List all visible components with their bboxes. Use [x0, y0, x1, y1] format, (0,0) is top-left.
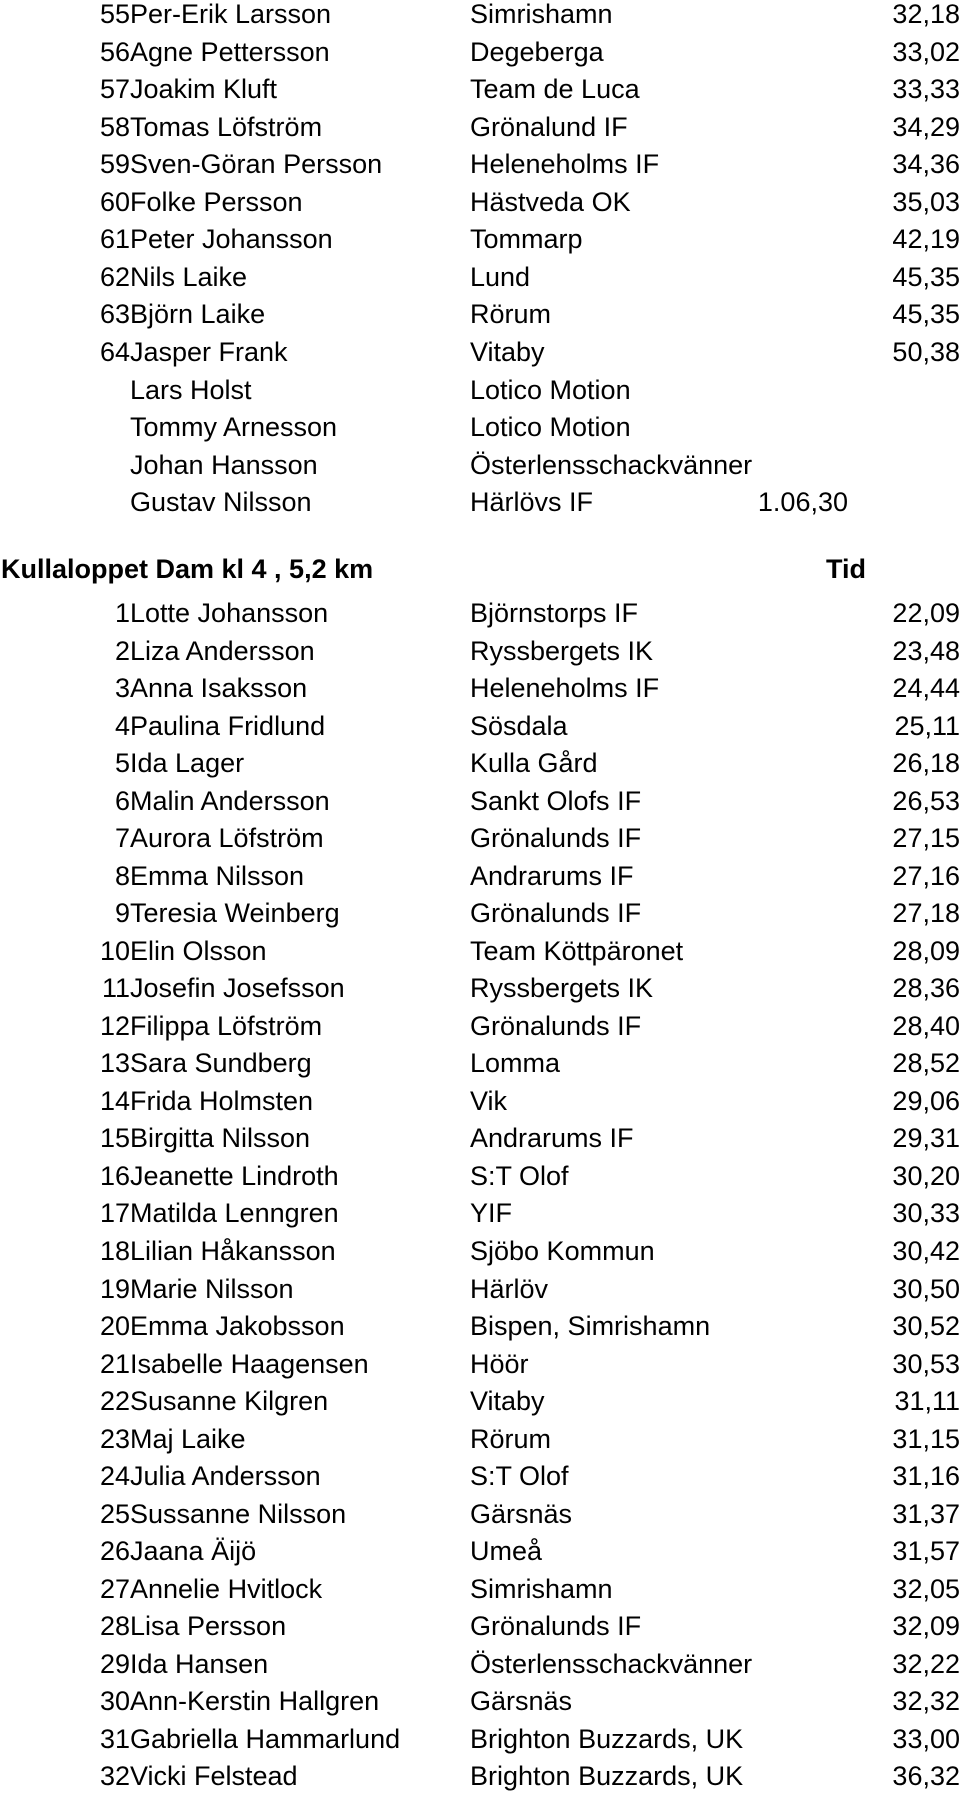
placement-number: 10: [99, 935, 130, 966]
participant-club: Sösdala: [470, 710, 568, 741]
finish-time: 33,00: [892, 1723, 960, 1754]
result-row: [0, 1646, 960, 1684]
finish-time: 32,32: [892, 1686, 960, 1717]
participant-club: Österlensschackvänner: [470, 1648, 753, 1679]
finish-time: 1.06,30: [757, 487, 848, 518]
finish-time: 33,02: [892, 36, 960, 67]
participant-club: Grönalunds IF: [470, 1611, 642, 1642]
participant-club: Grönalunds IF: [470, 823, 642, 854]
placement-number: 18: [99, 1236, 130, 1266]
result-row: [0, 895, 960, 933]
result-row: [0, 595, 960, 633]
result-row: [0, 221, 960, 259]
result-row: [0, 1758, 960, 1796]
finish-time: 26,18: [892, 748, 960, 779]
placement-number: 27: [99, 1573, 130, 1604]
placement-number: 6: [114, 785, 130, 816]
placement-number: 62: [99, 261, 130, 292]
finish-time: 29,31: [892, 1123, 960, 1154]
placement-number: 7: [114, 823, 130, 854]
result-row: [0, 447, 960, 485]
finish-time: 32,09: [892, 1611, 960, 1642]
placement-number: 57: [99, 74, 130, 105]
participant-club: Ryssbergets IK: [470, 635, 654, 666]
participant-name: Malin Andersson: [130, 785, 330, 816]
finish-time: 45,35: [892, 261, 960, 292]
participant-club: Heleneholms IF: [470, 673, 660, 704]
result-row: [0, 1308, 960, 1346]
participant-name: Jeanette Lindroth: [130, 1160, 339, 1191]
placement-number: 61: [99, 224, 130, 255]
placement-number: 25: [99, 1498, 130, 1529]
placement-number: 3: [114, 673, 130, 704]
participant-club: S:T Olof: [470, 1461, 569, 1492]
placement-number: 12: [99, 1010, 130, 1041]
participant-name: Paulina Fridlund: [130, 710, 326, 741]
finish-time: 42,19: [892, 224, 960, 255]
participant-name: Joakim Kluft: [130, 74, 278, 105]
finish-time: 32,22: [892, 1648, 960, 1679]
participant-name: Josefin Josefsson: [130, 973, 345, 1004]
result-row: [0, 858, 960, 896]
participant-name: Emma Jakobsson: [130, 1311, 345, 1342]
result-row: [0, 1083, 960, 1121]
participant-club: Gärsnäs: [470, 1498, 573, 1529]
result-row: [0, 1496, 960, 1534]
placement-number: 13: [99, 1048, 130, 1079]
participant-club: Ryssbergets IK: [470, 973, 654, 1004]
participant-name: Vicki Felstead: [130, 1761, 298, 1792]
participant-club: Vik: [470, 1085, 508, 1116]
finish-time: 31,16: [892, 1461, 960, 1492]
participant-name: Sussanne Nilsson: [130, 1498, 347, 1529]
participant-club: Brighton Buzzards, UK: [470, 1761, 744, 1792]
result-row: [0, 1608, 960, 1646]
result-row: [0, 34, 960, 72]
result-row: [0, 1458, 960, 1496]
participant-name: Filippa Löfström: [130, 1010, 323, 1041]
placement-number: 60: [99, 186, 130, 217]
participant-club: Grönalunds IF: [470, 1010, 642, 1041]
participant-name: Tommy Arnesson: [130, 412, 338, 443]
participant-name: Anna Isaksson: [130, 673, 308, 704]
placement-number: 1: [114, 598, 130, 628]
finish-time: 28,36: [892, 973, 960, 1004]
finish-time: 50,38: [892, 336, 960, 367]
placement-number: 2: [114, 635, 130, 666]
participant-name: Lotte Johansson: [130, 598, 329, 628]
result-row: [0, 1158, 960, 1196]
participant-club: Rörum: [470, 299, 552, 330]
finish-time: 31,15: [892, 1423, 960, 1454]
result-row: [0, 1233, 960, 1271]
participant-name: Emma Nilsson: [130, 860, 305, 891]
result-row: [0, 71, 960, 109]
participant-club: Vitaby: [470, 1386, 545, 1417]
placement-number: 19: [99, 1273, 130, 1304]
result-row: [0, 1195, 960, 1233]
finish-time: 35,03: [892, 186, 960, 217]
placement-number: 14: [99, 1085, 130, 1116]
finish-time: 30,50: [892, 1273, 960, 1304]
result-row: [0, 933, 960, 971]
participant-club: Bispen, Simrishamn: [470, 1311, 711, 1342]
participant-club: Grönalunds IF: [470, 898, 642, 929]
participant-club: Team de Luca: [470, 74, 640, 105]
participant-club: Sjöbo Kommun: [470, 1236, 655, 1266]
participant-name: Sara Sundberg: [130, 1048, 312, 1079]
participant-club: Team Köttpäronet: [470, 935, 684, 966]
participant-name: Björn Laike: [130, 299, 266, 330]
participant-club: Lund: [470, 261, 531, 292]
participant-name: Maj Laike: [130, 1423, 246, 1454]
result-row: [0, 334, 960, 372]
participant-club: Andrarums IF: [470, 860, 634, 891]
finish-time: 30,42: [892, 1236, 960, 1266]
participant-club: Lotico Motion: [470, 412, 631, 443]
participant-name: Jaana Äijö: [130, 1536, 257, 1567]
participant-name: Lisa Persson: [130, 1611, 287, 1642]
participant-name: Elin Olsson: [130, 935, 267, 966]
finish-time: 32,05: [892, 1573, 960, 1604]
participant-name: Marie Nilsson: [130, 1273, 294, 1304]
result-row: [0, 109, 960, 147]
result-row: [0, 146, 960, 184]
placement-number: 55: [99, 0, 130, 29]
placement-number: 8: [114, 860, 130, 891]
participant-club: Höör: [470, 1348, 529, 1379]
participant-club: Andrarums IF: [470, 1123, 634, 1154]
result-row: [0, 0, 960, 34]
participant-club: Brighton Buzzards, UK: [470, 1723, 744, 1754]
placement-number: 59: [99, 149, 130, 180]
result-row: [0, 670, 960, 708]
participant-club: Heleneholms IF: [470, 149, 660, 180]
participant-club: Simrishamn: [470, 1573, 613, 1604]
finish-time: 34,29: [892, 111, 960, 142]
finish-time: 27,16: [892, 860, 960, 891]
finish-time: 23,48: [892, 635, 960, 666]
participant-name: Liza Andersson: [130, 635, 315, 666]
participant-club: Grönalund IF: [470, 111, 628, 142]
placement-number: 15: [99, 1123, 130, 1154]
finish-time: 28,40: [892, 1010, 960, 1041]
participant-club: Österlensschackvänner: [470, 449, 753, 480]
finish-time: 25,11: [894, 710, 960, 741]
participant-club: Gärsnäs: [470, 1686, 573, 1717]
participant-club: Björnstorps IF: [470, 598, 639, 628]
result-row: [0, 409, 960, 447]
participant-club: YIF: [470, 1198, 513, 1229]
finish-time: 24,44: [892, 673, 960, 704]
result-row: [0, 633, 960, 671]
participant-name: Tomas Löfström: [130, 111, 323, 142]
placement-number: 11: [101, 973, 130, 1004]
participant-club: Härlövs IF: [470, 487, 594, 518]
placement-number: 22: [99, 1386, 130, 1417]
participant-club: Sankt Olofs IF: [470, 785, 642, 816]
finish-time: 31,57: [892, 1536, 960, 1567]
finish-time: 22,09: [892, 598, 960, 628]
participant-name: Matilda Lenngren: [130, 1198, 339, 1229]
participant-name: Lars Holst: [130, 374, 252, 405]
result-row: [0, 1533, 960, 1571]
participant-name: Susanne Kilgren: [130, 1386, 329, 1417]
participant-name: Nils Laike: [130, 261, 248, 292]
finish-time: 29,06: [892, 1085, 960, 1116]
placement-number: 28: [99, 1611, 130, 1642]
result-row: [0, 783, 960, 821]
participant-name: Per-Erik Larsson: [130, 0, 332, 29]
result-row: [0, 1683, 960, 1721]
participant-name: Annelie Hvitlock: [130, 1573, 323, 1604]
participant-club: Hästveda OK: [470, 186, 631, 217]
participant-name: Teresia Weinberg: [130, 898, 340, 929]
section-heading: [0, 550, 960, 588]
finish-time: 30,33: [892, 1198, 960, 1229]
participant-club: S:T Olof: [470, 1160, 569, 1191]
result-row: [0, 1346, 960, 1384]
finish-time: 32,18: [892, 0, 960, 29]
participant-name: Johan Hansson: [130, 449, 318, 480]
participant-name: Aurora Löfström: [130, 823, 324, 854]
placement-number: 20: [99, 1311, 130, 1342]
participant-club: Rörum: [470, 1423, 552, 1454]
result-row: [0, 1383, 960, 1421]
placement-number: 29: [99, 1648, 130, 1679]
result-row: [0, 745, 960, 783]
finish-time: 30,20: [892, 1160, 960, 1191]
placement-number: 31: [99, 1723, 130, 1754]
participant-club: Vitaby: [470, 336, 545, 367]
finish-time: 28,52: [892, 1048, 960, 1079]
finish-time: 31,11: [894, 1386, 960, 1417]
placement-number: 64: [99, 336, 130, 367]
participant-club: Kulla Gård: [470, 748, 598, 779]
participant-name: Ann-Kerstin Hallgren: [130, 1686, 380, 1717]
result-row: [0, 708, 960, 746]
participant-club: Umeå: [470, 1536, 543, 1567]
result-row: [0, 1120, 960, 1158]
participant-name: Julia Andersson: [130, 1461, 321, 1492]
placement-number: 5: [114, 748, 130, 779]
placement-number: 63: [99, 299, 130, 330]
participant-club: Tommarp: [470, 224, 583, 255]
placement-number: 23: [99, 1423, 130, 1454]
participant-name: Gabriella Hammarlund: [130, 1723, 401, 1754]
result-row: [0, 820, 960, 858]
result-row: [0, 1721, 960, 1759]
placement-number: 17: [99, 1198, 130, 1229]
placement-number: 58: [99, 111, 130, 142]
placement-number: 16: [99, 1160, 130, 1191]
participant-name: Ida Lager: [130, 748, 245, 779]
finish-time: 33,33: [892, 74, 960, 105]
result-row: [0, 970, 960, 1008]
result-row: [0, 1008, 960, 1046]
participant-name: Gustav Nilsson: [130, 487, 312, 518]
result-row: [0, 1421, 960, 1459]
placement-number: 56: [99, 36, 130, 67]
result-row: [0, 296, 960, 334]
result-row: [0, 484, 960, 522]
finish-time: 30,53: [892, 1348, 960, 1379]
placement-number: 24: [99, 1461, 130, 1492]
participant-name: Sven-Göran Persson: [130, 149, 383, 180]
participant-club: Lomma: [470, 1048, 561, 1079]
participant-club: Lotico Motion: [470, 374, 631, 405]
participant-name: Frida Holmsten: [130, 1085, 314, 1116]
participant-club: Degeberga: [470, 36, 604, 67]
result-row: [0, 372, 960, 410]
placement-number: 26: [99, 1536, 130, 1567]
finish-time: 27,15: [892, 823, 960, 854]
participant-name: Agne Pettersson: [130, 36, 330, 67]
participant-name: Ida Hansen: [130, 1648, 269, 1679]
placement-number: 4: [114, 710, 130, 741]
finish-time: 30,52: [892, 1311, 960, 1342]
finish-time: 36,32: [892, 1761, 960, 1792]
finish-time: 27,18: [892, 898, 960, 929]
result-row: [0, 259, 960, 297]
finish-time: 34,36: [892, 149, 960, 180]
placement-number: 30: [99, 1686, 130, 1717]
result-row: [0, 184, 960, 222]
section-title: Kullaloppet Dam kl 4 , 5,2 km: [1, 554, 374, 584]
finish-time: 31,37: [892, 1498, 960, 1529]
finish-time: 26,53: [892, 785, 960, 816]
placement-number: 21: [99, 1348, 130, 1379]
result-row: [0, 1271, 960, 1309]
time-column-header: Tid: [826, 554, 866, 584]
finish-time: 45,35: [892, 299, 960, 330]
result-row: [0, 1571, 960, 1609]
participant-name: Peter Johansson: [130, 224, 333, 255]
placement-number: 9: [114, 898, 130, 929]
participant-name: Birgitta Nilsson: [130, 1123, 311, 1154]
result-row: [0, 1045, 960, 1083]
participant-name: Lilian Håkansson: [130, 1236, 336, 1266]
participant-club: Simrishamn: [470, 0, 613, 29]
participant-name: Folke Persson: [130, 186, 303, 217]
placement-number: 32: [99, 1761, 130, 1792]
participant-name: Isabelle Haagensen: [130, 1348, 369, 1379]
participant-club: Härlöv: [470, 1273, 549, 1304]
participant-name: Jasper Frank: [130, 336, 288, 367]
finish-time: 28,09: [892, 935, 960, 966]
